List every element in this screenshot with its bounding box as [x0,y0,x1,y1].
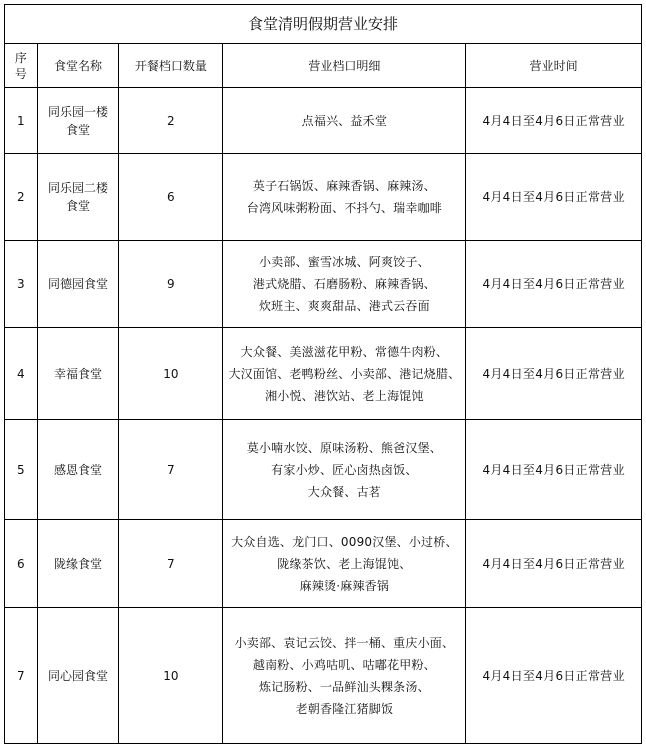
table-row [5,608,642,744]
schedule-sheet [4,4,642,744]
table-row [5,88,642,154]
header-time: 营业时间 [466,44,642,88]
cell-stall-count: 10 [119,328,223,420]
cell-stall-detail: 小卖部、蜜雪冰城、阿爽饺子、 港式烧腊、石磨肠粉、麻辣香锅、 炊班主、爽爽甜品、港式云吞面 [223,241,466,328]
cell-stall-count: 7 [119,420,223,520]
cell-seq: 1 [5,88,38,154]
cell-stall-detail: 英子石锅饭、麻辣香锅、麻辣汤、 台湾风味粥粉面、不抖勺、瑞幸咖啡 [223,154,466,241]
table-row [5,420,642,520]
cell-stall-detail: 大众餐、美滋滋花甲粉、常德牛肉粉、 大汉面馆、老鸭粉丝、小卖部、港记烧腊、 湘小悦、港饮站、老上海馄饨 [223,328,466,420]
header-detail: 营业档口明细 [223,44,466,88]
table-title: 食堂清明假期营业安排 [5,5,642,44]
cell-stall-count: 2 [119,88,223,154]
cell-open-time: 4月4日至4月6日正常营业 [466,608,642,744]
cell-stall-count: 6 [119,154,223,241]
cell-canteen-name: 陇缘食堂 [37,520,119,608]
cell-stall-detail: 小卖部、袁记云饺、拌一桶、重庆小面、 越南粉、小鸡咕叽、咕嘟花甲粉、 炼记肠粉、一品鲜汕头粿条汤、 老朝香隆江猪脚饭 [223,608,466,744]
cell-seq: 6 [5,520,38,608]
cell-stall-count: 7 [119,520,223,608]
cell-seq: 5 [5,420,38,520]
header-row [5,44,642,88]
table-row [5,520,642,608]
table-row [5,328,642,420]
cell-canteen-name: 同乐园二楼 食堂 [37,154,119,241]
cell-open-time: 4月4日至4月6日正常营业 [466,520,642,608]
cell-canteen-name: 同德园食堂 [37,241,119,328]
cell-seq: 4 [5,328,38,420]
cell-stall-count: 10 [119,608,223,744]
cell-canteen-name: 幸福食堂 [37,328,119,420]
cell-open-time: 4月4日至4月6日正常营业 [466,328,642,420]
cell-canteen-name: 感恩食堂 [37,420,119,520]
table-row [5,154,642,241]
cell-seq: 7 [5,608,38,744]
header-seq [5,44,38,88]
cell-stall-count: 9 [119,241,223,328]
header-name: 食堂名称 [37,44,119,88]
cell-stall-detail: 大众自选、龙门口、0090汉堡、小过桥、 陇缘茶饮、老上海馄饨、 麻辣烫·麻辣香锅 [223,520,466,608]
cell-open-time: 4月4日至4月6日正常营业 [466,88,642,154]
cell-stall-detail: 莫小喃水饺、原味汤粉、熊爸汉堡、 有家小炒、匠心卤热卤饭、 大众餐、古茗 [223,420,466,520]
cell-open-time: 4月4日至4月6日正常营业 [466,154,642,241]
table-row [5,241,642,328]
cell-open-time: 4月4日至4月6日正常营业 [466,420,642,520]
cell-seq: 3 [5,241,38,328]
cell-canteen-name: 同心园食堂 [37,608,119,744]
cell-canteen-name: 同乐园一楼 食堂 [37,88,119,154]
cell-seq: 2 [5,154,38,241]
schedule-table [4,4,642,744]
cell-open-time: 4月4日至4月6日正常营业 [466,241,642,328]
header-count: 开餐档口数量 [119,44,223,88]
cell-stall-detail: 点福兴、益禾堂 [223,88,466,154]
header-seq-label: 序号 [14,50,27,81]
